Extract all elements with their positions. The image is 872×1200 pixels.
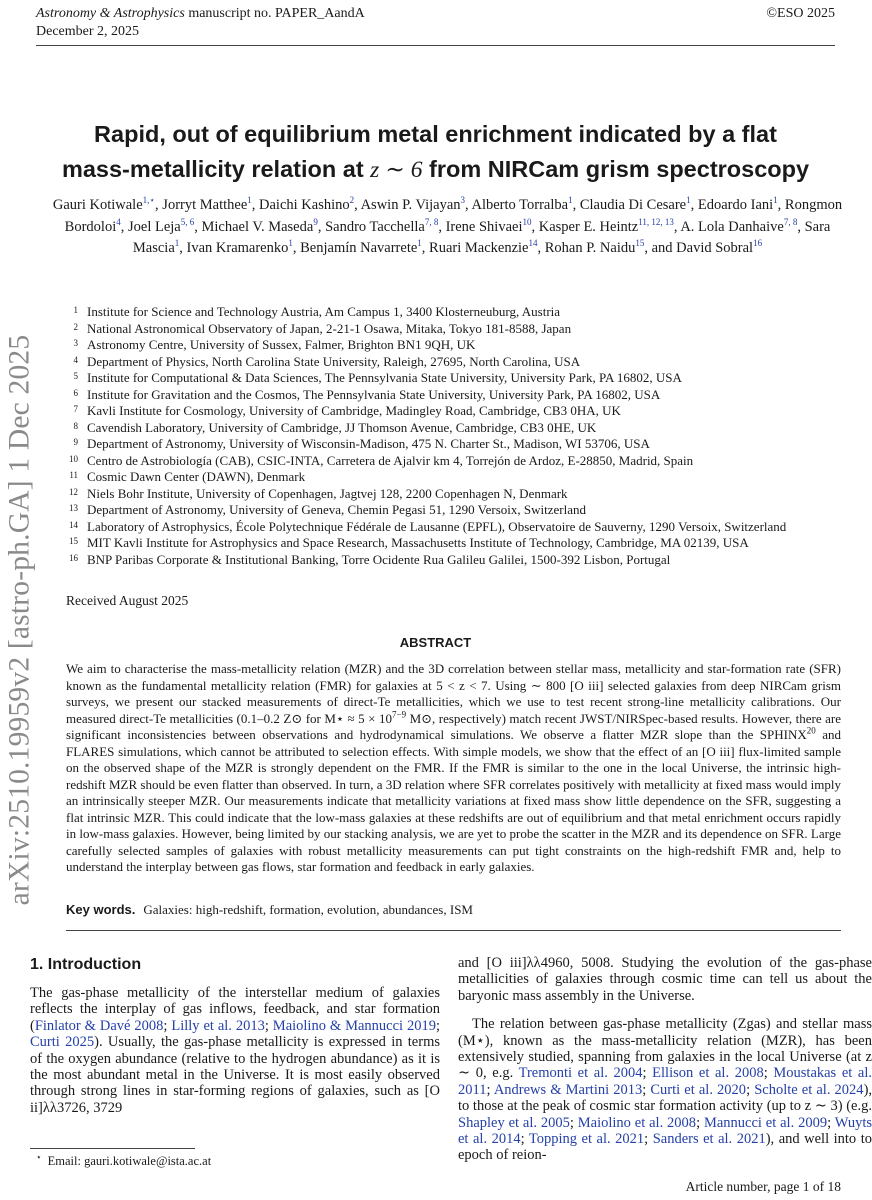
footnote (36, 1152, 211, 1169)
affiliation-text: BNP Paribas Corporate & Institutional Banking, Torre Ocidente Rua Galileu Galilei, 1500-392 Lisbon, Portugal (87, 551, 671, 567)
citation-link[interactable]: Mannucci et al. 2009 (703, 1114, 828, 1131)
header-left (36, 5, 365, 41)
affiliation-number: 7 (73, 404, 78, 414)
author-affiliation-ref[interactable]: 10 (522, 216, 532, 227)
received-date: Received August 2025 (66, 593, 189, 608)
affiliation-text: Cavendish Laboratory, University of Cambridge, JJ Thomson Avenue, Cambridge, CB3 0HE, UK (87, 419, 597, 435)
keywords-rule (66, 930, 841, 931)
affiliation-item (66, 519, 841, 536)
intro-paragraph-1-continued: and [O iii]λλ4960, 5008. Studying the evolution of the gas-phase metallicities of galaxies through cosmic time can tell us about the baryonic mass assembly in the Universe. (458, 955, 872, 1004)
abstract-text: We aim to characterise the mass-metallicity relation (MZR) and the 3D correlation between stellar mass, metallicity and star-formation rate (SFR) known as the fundamental metallicity relation (FMR) for galaxies at 5 < z < 7. Using ∼ 800 [O iii] selected galaxies from deep NIRCam grism surveys, we present our stacked measurements of direct-Te metallicities, which we use to test recent strong-line metallicity calibrations. Our measured direct-Te metallicities (0.1–0.2 Z⊙ for M⋆ ≈ $5 \times 10^{7-9}$ M⊙, respectively) match recent JWST/NIRSpec-based results. However, there are significant inconsistencies between observations and hydrodynamical simulations. We observe a flatter MZR slope than the SPHINX$^{20}$ and FLARES simulations, which cannot be attributed to selection effects. With simple models, we show that the effect of an [O iii] flux-limited sample on the observed shape of the MZR is strongly dependent on the FMR. If the FMR is similar to the one in the local Universe, the intrinsic high-redshift MZR should be even flatter than observed. In turn, a 3D relation where SFR correlates positively with metallicity at fixed mass would imply an intrinsically steeper MZR. Our measurements indicate that metallicity variations at fixed mass show little dependence on the SFR, suggesting a flat intrinsic MZR. This could indicate that the low-mass galaxies at these redshifts are out of equilibrium and that metal enrichment occurs rapidly in low-mass galaxies. However, being limited by our stacking analysis, we are yet to probe the scatter in the MZR and its dependence on SFR. Large carefully selected samples of galaxies with robust metallicity measurements can put tight constraints on the high-redshift FMR and, help to understand the interplay between gas flows, star formation and feedback in early galaxies. (66, 661, 841, 874)
affiliation-item (66, 304, 841, 321)
citation-link[interactable]: Topping et al. 2021 (528, 1131, 645, 1148)
author-name: Benjamín Navarrete (300, 240, 418, 256)
affiliation-number: 13 (69, 503, 78, 513)
citation-link[interactable]: Shapley et al. 2005 (458, 1114, 570, 1131)
affiliation-text: Institute for Science and Technology Austria, Am Campus 1, 3400 Klosterneuburg, Austria (87, 304, 561, 319)
author-name: Joel Leja (127, 218, 181, 235)
affiliation-number: 9 (73, 437, 78, 447)
footnote-mark: ⋆ (36, 1152, 42, 1162)
citation-link[interactable]: Wuyts et al. 2014 (458, 1114, 872, 1148)
author-name: A. Lola Danhaive (680, 218, 784, 235)
journal-name: Astronomy & Astrophysics (36, 6, 185, 21)
author-affiliation-ref[interactable]: 9 (313, 216, 318, 227)
author-affiliation-ref[interactable]: 11, 12, 13 (638, 216, 674, 227)
author-name: Irene Shivaei (445, 218, 523, 235)
affiliation-number: 14 (69, 519, 78, 530)
title-line-2-pre: mass-metallicity relation at (61, 156, 371, 182)
affiliation-item (66, 387, 841, 404)
abstract-heading: ABSTRACT (399, 635, 472, 650)
affiliation-number: 3 (73, 338, 78, 348)
author-name: Michael V. Maseda (201, 218, 314, 235)
citation-link[interactable]: Moustakas et al. 2011 (458, 1065, 872, 1098)
author-name: Ivan Kramarenko (186, 240, 289, 256)
affiliation-item (66, 502, 841, 519)
author-affiliation-ref[interactable]: 1 (417, 238, 422, 249)
affiliation-number: 2 (73, 321, 78, 332)
affiliation-text: National Astronomical Observatory of Japan, 2-21-1 Osawa, Mitaka, Tokyo 181-8588, Japan (87, 320, 572, 336)
affiliation-number: 5 (73, 371, 78, 381)
author-affiliation-ref[interactable]: 3 (460, 195, 466, 206)
author-affiliation-ref[interactable]: 1,⋆ (142, 195, 156, 206)
affiliation-item (66, 420, 841, 437)
citation-link[interactable]: Maiolino & Mannucci 2019 (272, 1017, 436, 1034)
author-affiliation-ref[interactable]: 5, 6 (180, 216, 195, 227)
affiliation-item (66, 552, 841, 569)
abstract-superscript: 20 (806, 725, 816, 736)
author-affiliation-ref[interactable]: 7, 8 (424, 216, 439, 227)
author-name: Ruari Mackenzie (429, 240, 529, 256)
author-affiliation-ref[interactable]: 4 (116, 216, 121, 227)
affiliation-item (66, 370, 841, 387)
affiliation-text: Niels Bohr Institute, University of Copenhagen, Jagtvej 128, 2200 Copenhagen N, Denmark (87, 485, 568, 501)
affiliation-item (66, 436, 841, 453)
citation-link[interactable]: Curti 2025 (30, 1034, 95, 1051)
manuscript-number: manuscript no. PAPER_AandA (188, 6, 365, 21)
affiliation-list (66, 304, 841, 568)
author-affiliation-ref[interactable]: 14 (528, 238, 538, 249)
right-column (458, 955, 872, 1164)
author-name: Alberto Torralba (471, 197, 569, 213)
title-math: z ∼ 6 (370, 157, 423, 183)
affiliation-item (66, 486, 841, 503)
author-name: Edoardo Iani (697, 197, 774, 213)
abstract-superscript: 7−9 (392, 709, 407, 720)
title-line-1: Rapid, out of equilibrium metal enrichment indicated by a flat (94, 121, 777, 147)
affiliation-item (66, 403, 841, 420)
affiliation-text: Cosmic Dawn Center (DAWN), Denmark (87, 469, 306, 484)
affiliation-text: Department of Physics, North Carolina State University, Raleigh, 27695, North Carolina, USA (87, 353, 581, 369)
affiliation-text: Astronomy Centre, University of Sussex, Falmer, Brighton BN1 9QH, UK (87, 337, 476, 352)
author-name: Rohan P. Naidu (544, 240, 636, 256)
affiliation-text: Kavli Institute for Cosmology, University of Cambridge, Madingley Road, Cambridge, CB3 0HA, UK (87, 403, 621, 418)
affiliation-text: Centro de Astrobiología (CAB), CSIC-INTA, Carretera de Ajalvir km 4, Torrejón de Ardoz, E-28850, Madrid, Spain (87, 452, 694, 468)
citation-link[interactable]: Lilly et al. 2013 (171, 1017, 265, 1034)
affiliation-number: 1 (73, 305, 78, 315)
affiliation-item (66, 535, 841, 552)
author-name: David Sobral (676, 240, 754, 256)
affiliation-number: 4 (73, 354, 78, 365)
copyright: ©ESO 2025 (766, 6, 835, 21)
keywords-text: Galaxies: high-redshift, formation, evolution, abundances, ISM (143, 902, 473, 917)
arxiv-id: arXiv:2510.19959v2 [astro-ph.GA] 1 Dec 2025 (3, 334, 36, 906)
affiliation-text: Institute for Gravitation and the Cosmos, The Pennsylvania State University, University Park, PA 16802, USA (87, 386, 661, 402)
page-number: Article number, page 1 of 18 (685, 1179, 841, 1194)
affiliation-number: 12 (69, 486, 78, 497)
affiliation-number: 11 (69, 470, 78, 480)
author-affiliation-ref[interactable]: 15 (635, 238, 645, 249)
footnote-rule (30, 1148, 195, 1149)
author-name: Sara Mascia (132, 218, 831, 256)
affiliation-text: Institute for Computational & Data Sciences, The Pennsylvania State University, University Park, PA 16802, USA (87, 370, 682, 385)
author-name: Gauri Kotiwale (52, 197, 143, 213)
author-name: Daichi Kashino (259, 197, 350, 213)
intro-paragraph-1: The gas-phase metallicity of the interstellar medium of galaxies reflects the interplay of gas inflows, feedback, and star formation (Finlator & Davé 2008; Lilly et al. 2013; Maiolino & Mannucci 2019; Curti 2025). Usually, the gas-phase metallicity is expressed in terms of the oxygen abundance (relative to the hydrogen abundance) as it is the most abundant metal in the Universe. It is most easily observed through strong lines in star-forming regions of galaxies, such as [O ii]λλ3726, 3729 (30, 985, 441, 1116)
affiliation-text: Department of Astronomy, University of Geneva, Chemin Pegasi 51, 1290 Versoix, Switzerland (87, 502, 586, 517)
paper-title (40, 117, 831, 188)
affiliation-item (66, 321, 841, 338)
affiliation-number: 16 (69, 552, 78, 563)
author-affiliation-ref[interactable]: 1 (568, 195, 573, 206)
affiliation-text: Department of Astronomy, University of Wisconsin-Madison, 475 N. Charter St., Madison, WI 53706, USA (87, 436, 650, 451)
author-list: Gauri Kotiwale$^{1,⋆}$, Jorryt Matthee$^1$, Daichi Kashino$^2$, Aswin P. Vijayan$^3$, Alberto Torralba$^1$, Claudia Di Cesare$^1$, Edoardo Iani$^1$, Rongmon Bordoloi$^4$, Joel Leja$^{5, 6}$, Michael V. Maseda$^9$, Sandro Tacchella$^{7, 8}$, Irene Shivaei$^{10}$, Kasper E. Heintz$^{11, 12, 13}$, A. Lola Danhaive$^{7, 8}$, Sara Mascia$^1$, Ivan Kramarenko$^1$, Benjamín Navarrete$^1$, Ruari Mackenzie$^{14}$, Rohan P. Naidu$^{15}$, and David Sobral$^{16}$ (52, 195, 843, 256)
citation-link[interactable]: Finlator & Davé 2008 (34, 1017, 164, 1034)
arxiv-stamp (0, 300, 40, 940)
citation-link[interactable]: Sanders et al. 2021 (652, 1131, 766, 1148)
citation-link[interactable]: Tremonti et al. 2004 (518, 1065, 643, 1082)
author-name: Rongmon Bordoloi (64, 197, 843, 235)
affiliation-item (66, 469, 841, 486)
affiliation-number: 10 (69, 453, 78, 464)
footnote-email[interactable]: Email: gauri.kotiwale@ista.ac.at (47, 1154, 212, 1169)
citation-link[interactable]: Ellison et al. 2008 (652, 1065, 764, 1082)
keywords-label: Key words. (66, 902, 136, 917)
citation-link[interactable]: Maiolino et al. 2008 (577, 1114, 697, 1131)
author-affiliation-ref[interactable]: 7, 8 (783, 216, 798, 227)
header-rule (36, 45, 835, 46)
affiliation-item (66, 337, 841, 354)
author-name: Kasper E. Heintz (538, 218, 639, 235)
citation-link[interactable]: Curti et al. 2020 (650, 1081, 747, 1098)
affiliation-number: 6 (73, 387, 78, 398)
author-affiliation-ref[interactable]: 16 (753, 238, 763, 249)
author-affiliation-ref[interactable]: 1 (288, 238, 293, 249)
header-date: December 2, 2025 (36, 24, 140, 39)
author-affiliation-ref[interactable]: 1 (174, 238, 180, 249)
intro-paragraph-2: The relation between gas-phase metallicity (Zgas) and stellar mass (M⋆), known as the mass-metallicity relation (MZR), has been extensively studied, spanning from galaxies in the local Universe (at z ∼ 0, e.g. Tremonti et al. 2004; Ellison et al. 2008; Moustakas et al. 2011; Andrews & Martini 2013; Curti et al. 2020; Scholte et al. 2024), to those at the peak of cosmic star formation activity (up to z ∼ 3) (e.g. Shapley et al. 2005; Maiolino et al. 2008; Mannucci et al. 2009; Wuyts et al. 2014; Topping et al. 2021; Sanders et al. 2021), and well into to epoch of reion- (458, 1016, 872, 1164)
author-affiliation-ref[interactable]: 2 (349, 195, 355, 206)
section-heading: 1. Introduction (30, 956, 142, 973)
author-affiliation-ref[interactable]: 1 (247, 195, 252, 206)
left-column (30, 955, 440, 1116)
affiliation-text: MIT Kavli Institute for Astrophysics and Space Research, Massachusetts Institute of Technology, Cambridge, MA 02139, USA (87, 535, 749, 550)
keywords (66, 902, 841, 918)
affiliation-item (66, 354, 841, 371)
affiliation-item (66, 453, 841, 470)
author-affiliation-ref[interactable]: 1 (773, 195, 778, 206)
citation-link[interactable]: Andrews & Martini 2013 (493, 1081, 643, 1098)
author-name: Jorryt Matthee (162, 197, 248, 213)
author-affiliation-ref[interactable]: 1 (686, 195, 691, 206)
author-name: Claudia Di Cesare (579, 197, 687, 213)
affiliation-number: 8 (73, 420, 78, 431)
affiliation-number: 15 (69, 536, 78, 546)
affiliation-text: Laboratory of Astrophysics, École Polytechnique Fédérale de Lausanne (EPFL), Observatoire de Sauverny, 1290 Versoix, Switzerland (87, 518, 787, 534)
title-line-2-post: from NIRCam grism spectroscopy (422, 156, 810, 182)
author-name: Aswin P. Vijayan (360, 197, 461, 213)
citation-link[interactable]: Scholte et al. 2024 (754, 1081, 864, 1098)
author-name: Sandro Tacchella (325, 218, 425, 235)
